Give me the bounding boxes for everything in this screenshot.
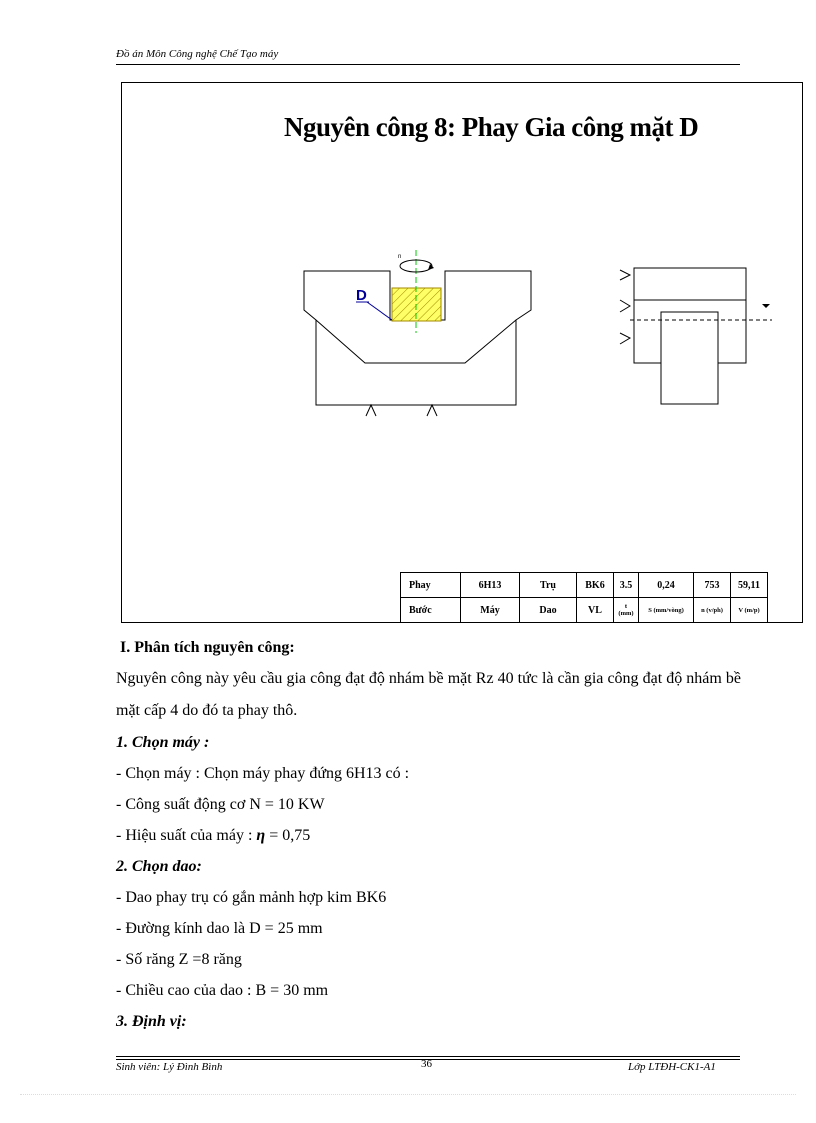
list-item: - Số răng Z =8 răng [116, 951, 242, 968]
locator-symbol [427, 405, 437, 416]
section-heading: I. Phân tích nguyên công: [120, 639, 295, 656]
spec-header: Bước [401, 598, 461, 623]
drawing-title: Nguyên công 8: Phay Gia công mặt D [284, 112, 699, 142]
spec-headers-row [401, 598, 768, 623]
intro-paragraph: Nguyên công này yêu cầu gia công đạt độ nhám bề mặt Rz 40 tức là cần gia công đạt độ nhám bề mặt cấp 4 do đó ta phay thô. [116, 670, 741, 719]
list-item: - Chọn máy : Chọn máy phay đứng 6H13 có : [116, 765, 410, 782]
list-item: - Công suất động cơ N = 10 KW [116, 796, 325, 813]
side-view-cutter [661, 312, 718, 404]
locator-symbol [620, 300, 630, 312]
list-item-efficiency: - Hiệu suất của máy : η = 0,75 [116, 827, 311, 844]
spec-header: VL [577, 598, 614, 623]
spec-cell: 6H13 [461, 573, 520, 598]
spec-header: S (mm/vòng) [639, 598, 694, 623]
list-item: - Dao phay trụ có gắn mảnh hợp kim BK6 [116, 889, 387, 906]
spec-cell: 0,24 [639, 573, 694, 598]
page-header-title: Đồ án Môn Công nghệ Chế Tạo máy [116, 48, 279, 60]
spec-cell: Trụ [520, 573, 577, 598]
spec-header: Máy [461, 598, 520, 623]
page-bottom-divider [20, 1094, 796, 1095]
leader-line [367, 302, 392, 320]
spec-cell: 3.5 [614, 573, 639, 598]
subheading-tool: 2. Chọn dao: [116, 858, 202, 875]
list-item: - Đường kính dao là D = 25 mm [116, 920, 323, 937]
locator-symbol [620, 270, 630, 280]
list-item: - Chiều cao của dao : B = 30 mm [116, 982, 329, 999]
footer-student: Sinh viên: Lý Đình Bình [116, 1061, 223, 1073]
page-number: 36 [421, 1058, 432, 1070]
body-content [116, 633, 741, 1037]
subheading-machine: 1. Chọn máy : [116, 734, 210, 751]
locator-symbol [366, 405, 376, 416]
surface-label: D [356, 287, 367, 304]
spindle-label: n [398, 254, 402, 260]
operation-spec-table [400, 572, 768, 623]
locator-symbol [620, 333, 630, 344]
spec-header: t (mm) [614, 598, 639, 623]
spec-cell: 753 [694, 573, 731, 598]
spec-values-row [401, 573, 768, 598]
spec-cell: BK6 [577, 573, 614, 598]
subheading-locating: 3. Định vị: [116, 1013, 187, 1030]
spec-header: n (v/ph) [694, 598, 731, 623]
footer-class: Lớp LTĐH-CK1-A1 [628, 1061, 716, 1073]
eta-symbol: η [256, 827, 266, 844]
footer-rule [116, 1056, 740, 1057]
spec-header: Dao [520, 598, 577, 623]
spec-header: V (m/p) [731, 598, 768, 623]
spec-cell: 59,11 [731, 573, 768, 598]
spec-cell: Phay [401, 573, 461, 598]
